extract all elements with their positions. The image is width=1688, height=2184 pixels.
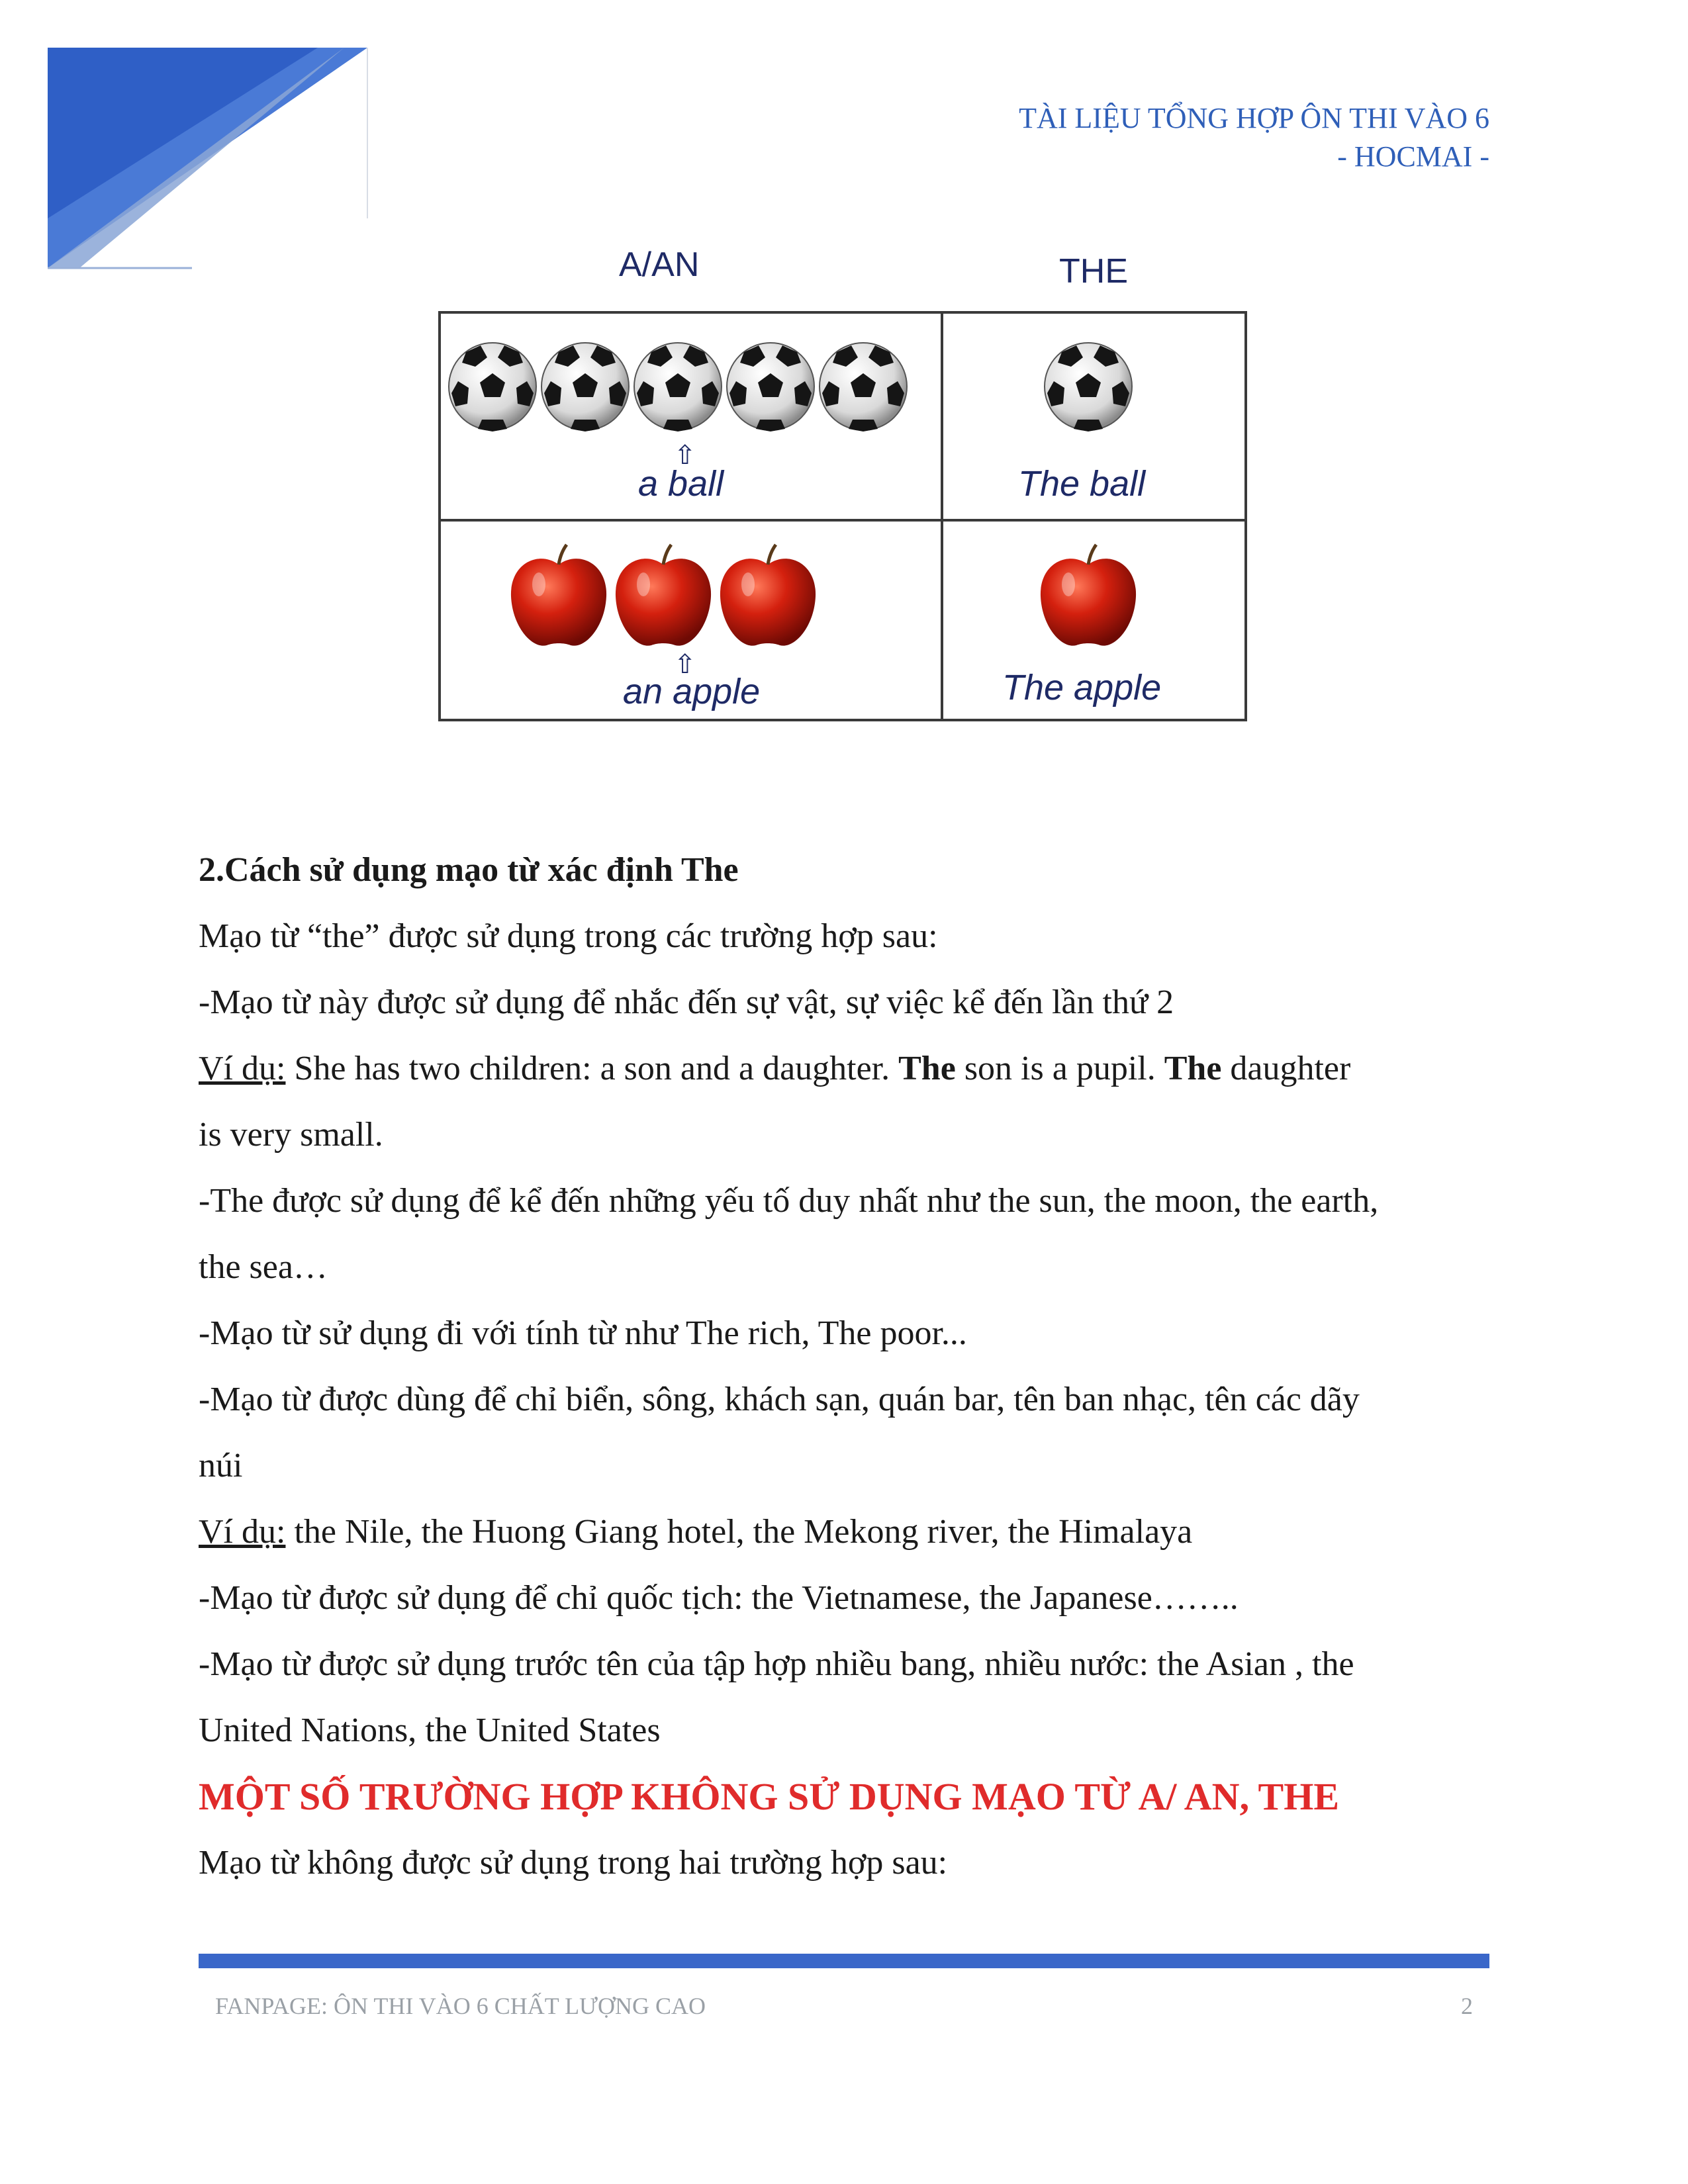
label-a-ball: a ball [638,464,724,504]
document-header [1019,99,1489,176]
document-body [199,837,1489,1896]
col-title-a-an: A/AN [619,246,700,284]
label-an-apple: an apple [623,672,761,711]
rule-continuation: United Nations, the United States [199,1711,661,1749]
example-label: Ví dụ: [199,1050,286,1087]
example-label: Ví dụ: [199,1513,286,1551]
red-section-heading: MỘT SỐ TRƯỜNG HỢP KHÔNG SỬ DỤNG MẠO TỪ A/ AN, THE [199,1775,1340,1818]
rule-continuation: the sea… [199,1248,328,1286]
rule-paragraph: -Mạo từ được sử dụng trước tên của tập hợp nhiều bang, nhiều nước: the Asian , the [199,1645,1354,1683]
corner-decoration [0,0,397,278]
footer-fanpage: FANPAGE: ÔN THI VÀO 6 CHẤT LƯỢNG CAO [215,1993,706,2019]
arrow-up-icon: ⇧ [674,649,696,680]
illustration-grid [438,311,1247,721]
bold-article: The [898,1050,956,1087]
rule-paragraph: -Mạo từ được sử dụng để chỉ quốc tịch: the Vietnamese, the Japanese…….. [199,1579,1239,1617]
header-subtitle: - HOCMAI - [1337,140,1489,173]
rule-continuation: núi [199,1447,243,1484]
bold-article: The [1164,1050,1222,1087]
label-the-ball: The ball [1018,464,1146,504]
arrow-up-icon: ⇧ [674,440,696,471]
example-continuation: is very small. [199,1116,383,1154]
example-text: She has two children: a son and a daughter. [285,1050,899,1087]
article-illustration [430,245,1258,735]
rule-paragraph: -Mạo từ được dùng để chỉ biển, sông, khách sạn, quán bar, tên ban nhạc, tên các dãy [199,1381,1360,1418]
intro-paragraph: Mạo từ “the” được sử dụng trong các trường hợp sau: [199,917,938,955]
example-text: daughter [1221,1050,1351,1087]
rule-paragraph: -Mạo từ sử dụng đi với tính từ như The rich, The poor... [199,1314,967,1352]
example-text: the Nile, the Huong Giang hotel, the Mekong river, the Himalaya [285,1513,1193,1551]
page-number: 2 [1461,1993,1473,2019]
label-the-apple: The apple [1002,668,1162,707]
example-paragraph [199,1499,1489,1565]
rule-paragraph: -Mạo từ này được sử dụng để nhắc đến sự vật, sự việc kể đến lần thứ 2 [199,983,1174,1021]
section-heading: 2.Cách sử dụng mạo từ xác định The [199,851,739,889]
col-title-the: THE [1059,252,1128,291]
closing-paragraph: Mạo từ không được sử dụng trong hai trường hợp sau: [199,1844,948,1882]
rule-paragraph: -The được sử dụng để kể đến những yếu tố duy nhất như the sun, the moon, the earth, [199,1182,1379,1220]
example-text: son is a pupil. [955,1050,1164,1087]
footer-divider [199,1954,1489,1968]
example-paragraph [199,1036,1489,1102]
header-title: TÀI LIỆU TỔNG HỢP ÔN THI VÀO 6 [1019,102,1489,134]
